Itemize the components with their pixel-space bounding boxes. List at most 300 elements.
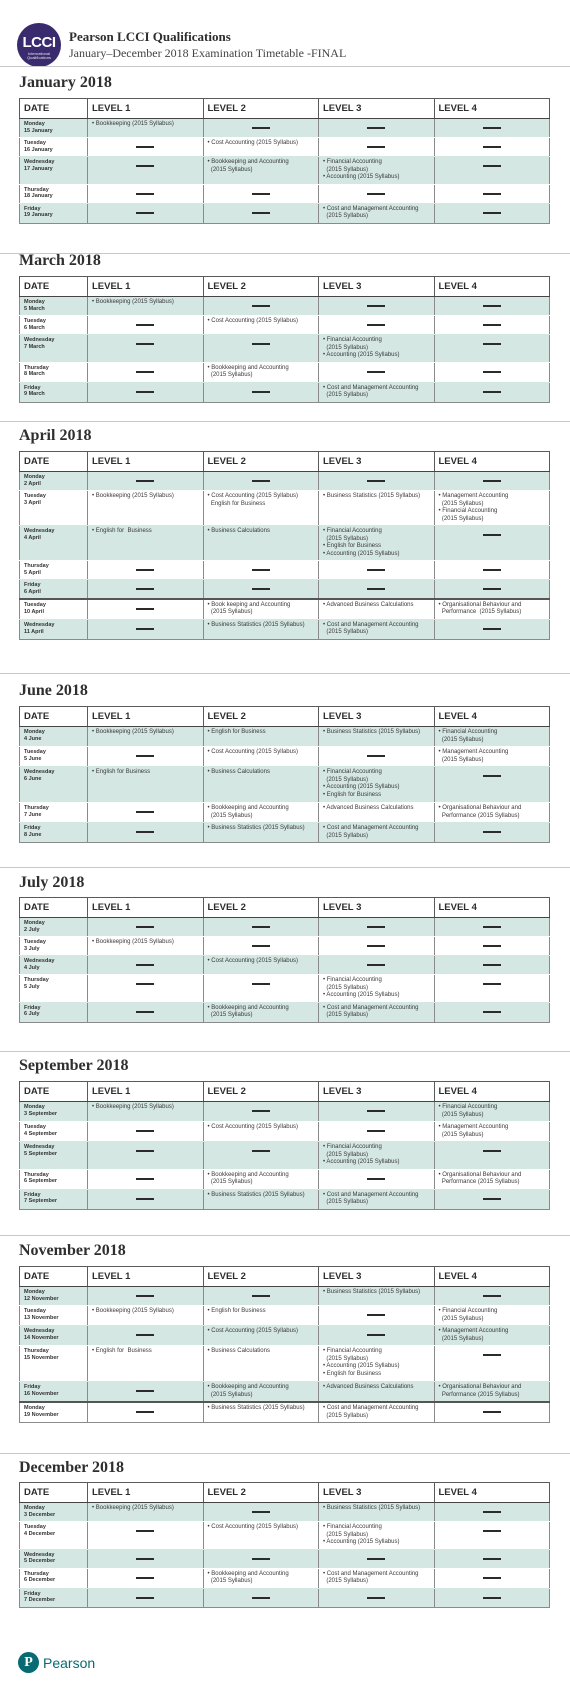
exam-cell [319,975,435,1003]
exam-entry: (2015 Syllabus) [323,166,369,173]
exam-cell [203,1122,319,1142]
date-line: 17 January [24,165,53,172]
date-cell [20,1588,88,1607]
date-cell [20,157,88,185]
column-header: LEVEL 1 [88,898,204,918]
exam-cell [88,119,204,138]
timetable-table [19,706,550,843]
exam-entry: • Business Calculations [207,528,270,534]
no-exam-dash [367,1334,385,1336]
date-line: 7 September [24,1198,58,1205]
no-exam-dash [367,193,385,195]
section-divider [0,66,570,67]
date-cell [20,956,88,975]
exam-entry: • Cost Accounting (2015 Syllabus) [207,493,298,499]
column-header: LEVEL 3 [319,277,435,297]
date-line: Monday [24,920,45,926]
exam-cell [203,138,319,157]
exam-entry: • Cost Accounting (2015 Syllabus) [207,318,298,324]
exam-entry: • English for Business [92,769,151,775]
exam-cell [88,362,204,382]
column-header: LEVEL 2 [203,99,319,119]
exam-cell [203,335,319,363]
exam-entry: (2015 Syllabus) [207,1012,253,1018]
exam-cell [434,157,550,185]
column-header: LEVEL 3 [319,1267,435,1287]
no-exam-dash [136,831,154,833]
table-row [20,1306,550,1326]
no-exam-dash [136,324,154,326]
exam-cell [319,1189,435,1209]
column-header: LEVEL 4 [434,707,550,727]
column-header: DATE [20,452,88,472]
table-row [20,316,550,335]
no-exam-dash [367,1597,385,1599]
date-line: 4 December [24,1530,56,1537]
date-cell [20,975,88,1003]
exam-cell [319,561,435,580]
document-title: Pearson LCCI Qualifications [69,29,231,44]
table-row [20,619,550,639]
table-row [20,1402,550,1423]
exam-cell [203,580,319,599]
exam-cell [203,727,319,747]
exam-entry: • English for Business [207,729,266,735]
exam-cell [88,767,204,803]
exam-cell [319,491,435,526]
date-cell [20,335,88,363]
no-exam-dash [252,983,270,985]
exam-cell [434,767,550,803]
no-exam-dash [483,1198,501,1200]
exam-cell [88,1568,204,1588]
no-exam-dash [136,1295,154,1297]
exam-cell [203,767,319,803]
exam-entry: • Organisational Behaviour and [438,1171,522,1178]
date-line: Wednesday [24,958,55,964]
table-row [20,937,550,956]
no-exam-dash [252,212,270,214]
exam-cell [203,975,319,1003]
exam-entry: • English for Business [207,1308,266,1314]
exam-entry: • Bookkeeping (2015 Syllabus) [92,1505,174,1511]
exam-entry: • Cost and Management Accounting [323,1004,419,1011]
date-line: Wednesday [24,621,55,628]
date-line: Monday [24,729,45,735]
date-line: Tuesday [24,1124,46,1130]
exam-cell [203,1169,319,1189]
lcci-logo-subtext: International Qualifications [26,51,51,61]
exam-entry: (2015 Syllabus) [207,1578,253,1584]
column-header: DATE [20,277,88,297]
date-line: 6 December [24,1577,56,1584]
exam-cell [203,1382,319,1403]
no-exam-dash [483,628,501,630]
column-header: LEVEL 4 [434,898,550,918]
exam-cell [319,1169,435,1189]
exam-cell [203,1568,319,1588]
exam-cell [203,918,319,937]
no-exam-dash [252,193,270,195]
no-exam-dash [252,480,270,482]
exam-cell [88,1503,204,1522]
exam-entry: • Bookkeeping (2015 Syllabus) [92,121,174,127]
exam-cell [434,619,550,639]
exam-cell [88,937,204,956]
no-exam-dash [483,305,501,307]
section-divider [0,421,570,422]
date-line: 5 September [24,1150,58,1157]
date-line: Tuesday [24,1524,46,1530]
exam-cell [88,203,204,223]
no-exam-dash [483,775,501,777]
date-line: Wednesday [24,1144,55,1150]
no-exam-dash [367,127,385,129]
exam-cell [319,1568,435,1588]
column-header: LEVEL 1 [88,452,204,472]
date-cell [20,1102,88,1122]
date-line: 8 March [24,371,45,378]
table-row [20,526,550,561]
exam-cell [434,975,550,1003]
exam-entry: • Advanced Business Calculations [323,601,414,608]
exam-cell [319,1382,435,1403]
table-header-row [20,1483,550,1503]
exam-entry: • Bookkeeping and Accounting [207,1171,289,1178]
table-row [20,747,550,767]
no-exam-dash [483,831,501,833]
no-exam-dash [136,371,154,373]
no-exam-dash [483,212,501,214]
date-line: Monday [24,474,45,480]
exam-cell [203,184,319,203]
exam-entry: • Accounting (2015 Syllabus) [323,1539,400,1545]
exam-entry: • Organisational Behaviour and [438,1384,522,1390]
section-divider [0,1051,570,1052]
exam-cell [319,335,435,363]
page-header [0,0,570,66]
exam-entry: (2015 Syllabus) [438,1315,484,1322]
exam-cell [434,138,550,157]
exam-cell [434,1122,550,1142]
exam-entry: (2015 Syllabus) [323,1012,369,1018]
pearson-logo-icon: P [18,1652,39,1673]
exam-entry: (2015 Syllabus) [207,1391,253,1398]
date-line: Wednesday [24,1551,55,1558]
exam-entry: (2015 Syllabus) [323,1151,369,1158]
table-row [20,382,550,402]
exam-cell [203,316,319,335]
lcci-logo [17,23,61,67]
date-cell [20,1189,88,1209]
exam-entry: (2015 Syllabus) [207,166,253,173]
timetable-table [19,1482,550,1608]
exam-entry: • Management Accounting [438,1124,509,1130]
exam-cell [203,1346,319,1382]
exam-cell [319,767,435,803]
table-row [20,1169,550,1189]
exam-cell [88,747,204,767]
exam-entry: • Bookkeeping (2015 Syllabus) [92,729,174,735]
exam-cell [319,119,435,138]
exam-cell [203,1002,319,1022]
column-header: DATE [20,707,88,727]
exam-entry: • Financial Accounting [323,1144,382,1150]
exam-cell [203,526,319,561]
exam-cell [203,803,319,823]
exam-cell [88,472,204,491]
exam-cell [88,1169,204,1189]
exam-cell [434,184,550,203]
table-row [20,727,550,747]
exam-cell [434,918,550,937]
date-line: 19 January [24,212,53,219]
no-exam-dash [136,608,154,610]
exam-cell [434,937,550,956]
column-header: DATE [20,1267,88,1287]
table-row [20,335,550,363]
date-cell [20,580,88,599]
exam-cell [319,1142,435,1170]
exam-cell [434,1306,550,1326]
exam-entry: • Accounting (2015 Syllabus) [323,1159,400,1165]
exam-entry: • Bookkeeping (2015 Syllabus) [92,299,174,305]
exam-cell [319,1522,435,1550]
date-line: 9 March [24,391,45,398]
table-header-row [20,1267,550,1287]
table-row [20,1287,550,1306]
exam-cell [434,119,550,138]
date-line: Friday [24,205,41,212]
exam-cell [203,297,319,316]
no-exam-dash [367,755,385,757]
exam-cell [319,1102,435,1122]
date-line: Tuesday [24,318,46,324]
exam-cell [434,491,550,526]
exam-entry: • Cost Accounting (2015 Syllabus) [207,958,298,964]
exam-cell [88,918,204,937]
exam-cell [203,1402,319,1423]
timetable-table [19,897,550,1023]
column-header: LEVEL 1 [88,1082,204,1102]
no-exam-dash [136,628,154,630]
exam-cell [88,599,204,620]
exam-entry: (2015 Syllabus) [438,1111,484,1118]
exam-cell [88,526,204,561]
exam-cell [88,491,204,526]
month-title: November 2018 [19,1242,126,1259]
date-line: 8 June [24,831,42,838]
date-cell [20,297,88,316]
exam-cell [203,1549,319,1568]
exam-entry: • English for Business [323,543,382,549]
exam-entry: • Organisational Behaviour and [438,805,522,811]
month-title: January 2018 [19,74,112,91]
date-line: Thursday [24,805,49,811]
date-cell [20,1402,88,1423]
no-exam-dash [483,1011,501,1013]
no-exam-dash [483,1577,501,1579]
exam-entry: • Business Calculations [207,769,270,775]
exam-cell [88,1588,204,1607]
date-line: 6 September [24,1178,58,1185]
exam-entry: • Management Accounting [438,1328,509,1334]
exam-entry: (2015 Syllabus) [323,1531,369,1538]
no-exam-dash [483,1597,501,1599]
exam-entry: (2015 Syllabus) [438,1335,484,1342]
exam-cell [203,119,319,138]
date-cell [20,472,88,491]
exam-cell [319,157,435,185]
no-exam-dash [483,127,501,129]
no-exam-dash [136,1390,154,1392]
no-exam-dash [136,1334,154,1336]
no-exam-dash [367,588,385,590]
month-title: July 2018 [19,874,85,891]
column-header: LEVEL 1 [88,1483,204,1503]
section-divider [0,673,570,674]
exam-cell [434,580,550,599]
exam-cell [203,619,319,639]
exam-entry: (2015 Syllabus) [438,756,484,763]
table-row [20,599,550,620]
exam-entry: (2015 Syllabus) [438,1131,484,1138]
exam-cell [319,937,435,956]
date-line: 5 March [24,305,45,312]
table-row [20,119,550,138]
exam-cell [203,747,319,767]
exam-entry: • Business Statistics (2015 Syllabus) [207,825,305,831]
date-line: 15 November [24,1354,59,1361]
document-subtitle: January–December 2018 Examination Timetable -FINAL [69,46,347,60]
exam-entry: • Financial Accounting [323,769,382,775]
column-header: LEVEL 2 [203,1483,319,1503]
no-exam-dash [483,1511,501,1513]
date-line: 13 November [24,1314,59,1321]
date-line: Wednesday [24,1328,55,1334]
table-row [20,1522,550,1550]
exam-cell [88,727,204,747]
no-exam-dash [483,391,501,393]
no-exam-dash [136,1150,154,1152]
table-row [20,203,550,223]
no-exam-dash [136,926,154,928]
date-line: 6 July [24,1011,40,1018]
no-exam-dash [252,1511,270,1513]
no-exam-dash [483,1354,501,1356]
exam-entry: • English for Business [92,1348,152,1354]
no-exam-dash [252,343,270,345]
exam-cell [434,362,550,382]
exam-entry: • Bookkeeping and Accounting [207,1004,289,1011]
exam-entry: • Accounting (2015 Syllabus) [323,784,400,790]
date-line: 10 April [24,608,44,615]
date-cell [20,1287,88,1306]
date-cell [20,382,88,402]
exam-entry: • Accounting (2015 Syllabus) [323,550,400,557]
exam-entry: • Advanced Business Calculations [323,1384,414,1390]
exam-cell [319,1002,435,1022]
exam-cell [319,1287,435,1306]
date-line: Tuesday [24,749,46,755]
exam-cell [319,580,435,599]
no-exam-dash [136,983,154,985]
exam-cell [434,382,550,402]
exam-entry: • Financial Accounting [323,1348,382,1354]
table-row [20,1503,550,1522]
exam-cell [434,1169,550,1189]
lcci-logo-text: LCCI [22,34,56,51]
exam-entry: • Business Statistics (2015 Syllabus) [323,1289,421,1295]
exam-entry: (2015 Syllabus) [323,535,369,542]
exam-entry: (2015 Syllabus) [438,736,484,743]
month-title: June 2018 [19,682,88,699]
exam-entry: • Business Statistics (2015 Syllabus) [207,1405,305,1411]
no-exam-dash [136,480,154,482]
exam-cell [203,1522,319,1550]
column-header: DATE [20,1082,88,1102]
exam-entry: • Business Statistics (2015 Syllabus) [323,1505,421,1511]
no-exam-dash [483,324,501,326]
date-cell [20,823,88,843]
no-exam-dash [367,1314,385,1316]
exam-entry: (2015 Syllabus) [323,1355,369,1362]
column-header: LEVEL 1 [88,1267,204,1287]
exam-entry: • Bookkeeping and Accounting [207,805,289,811]
exam-cell [203,1142,319,1170]
exam-entry: • Bookkeeping and Accounting [207,364,289,371]
exam-entry: • Cost and Management Accounting [323,1570,419,1577]
exam-cell [88,138,204,157]
exam-entry: (2015 Syllabus) [207,609,253,616]
no-exam-dash [136,569,154,571]
table-row [20,1142,550,1170]
exam-cell [203,561,319,580]
exam-entry: • Business Statistics (2015 Syllabus) [207,1191,305,1198]
table-row [20,1568,550,1588]
exam-entry: (2015 Syllabus) [207,1179,253,1185]
exam-entry: • Accounting (2015 Syllabus) [323,992,400,998]
date-cell [20,1002,88,1022]
exam-cell [88,316,204,335]
exam-entry: (2015 Syllabus) [323,1199,369,1205]
no-exam-dash [483,480,501,482]
exam-cell [88,561,204,580]
no-exam-dash [252,926,270,928]
no-exam-dash [136,343,154,345]
exam-cell [434,561,550,580]
table-row [20,491,550,526]
exam-cell [434,335,550,363]
month-title: March 2018 [19,252,101,269]
no-exam-dash [136,1530,154,1532]
date-cell [20,1142,88,1170]
exam-cell [319,382,435,402]
exam-entry: (2015 Syllabus) [323,213,369,219]
no-exam-dash [136,1130,154,1132]
date-line: Thursday [24,1348,49,1354]
date-line: 2 July [24,926,40,933]
date-line: 2 April [24,480,41,487]
exam-entry: (2015 Syllabus) [323,832,369,839]
exam-cell [434,1568,550,1588]
no-exam-dash [252,1150,270,1152]
exam-cell [203,956,319,975]
exam-entry: Performance (2015 Syllabus) [438,609,522,616]
no-exam-dash [136,588,154,590]
no-exam-dash [136,1011,154,1013]
exam-entry: • Business Statistics (2015 Syllabus) [323,729,421,735]
